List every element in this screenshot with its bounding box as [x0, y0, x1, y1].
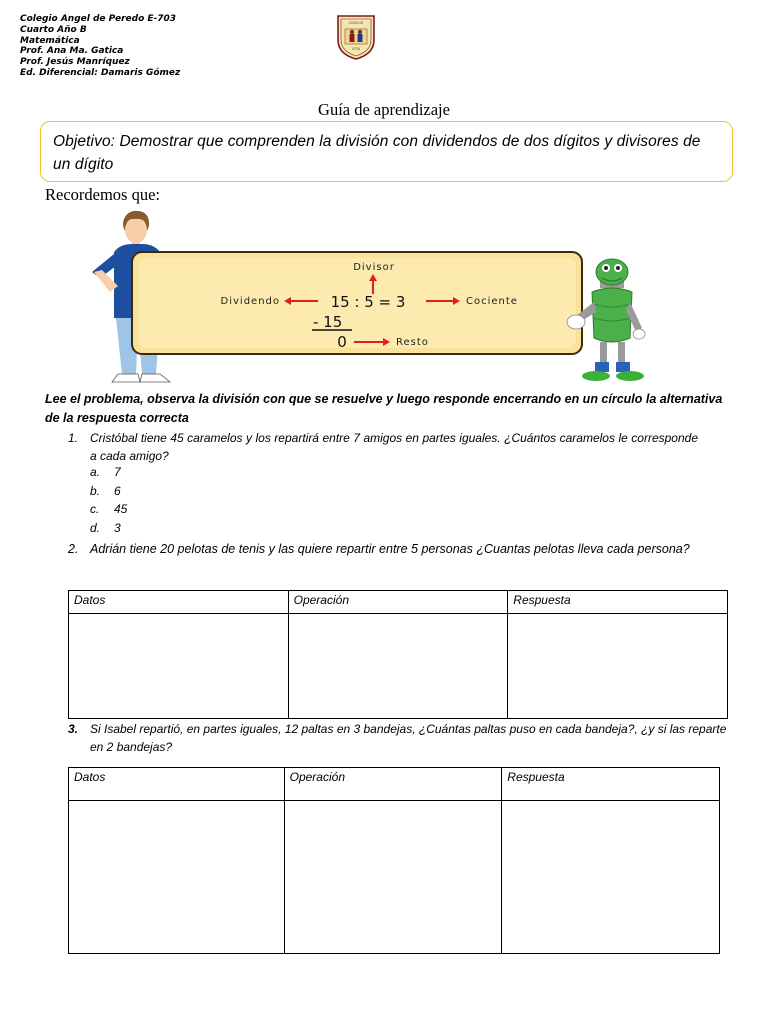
option-letter: d.: [90, 521, 101, 535]
subject: Matemática: [20, 35, 80, 46]
header-datos: Datos: [69, 591, 289, 614]
operacion-cell[interactable]: [288, 614, 508, 719]
question-text: Adrián tiene 20 pelotas de tenis y las quiere repartir entre 5 personas ¿Cuantas pelotas lleva cada persona?: [90, 542, 690, 556]
divisor-label: Divisor: [353, 262, 395, 273]
remainder-label: Resto: [396, 337, 429, 348]
option-value: 3: [114, 521, 121, 535]
instruction-text: Lee el problema, observa la división con que se resuelve y luego responde encerrando en un círculo la alternativa de la respuesta correcta: [45, 392, 723, 425]
division-illustration: [80, 206, 660, 388]
quotient-label: Cociente: [466, 296, 518, 307]
header-operacion: Operación: [288, 591, 508, 614]
special-ed-teacher: Ed. Diferencial: Damaris Gómez: [20, 67, 181, 78]
school-info: [20, 14, 180, 79]
dividend-label: Dividendo: [220, 296, 280, 307]
school-name: Colegio Angel de Peredo E-703: [20, 14, 177, 24]
question-number: 2.: [68, 542, 79, 556]
datos-cell[interactable]: [69, 801, 285, 954]
option-value: 6: [114, 484, 121, 498]
question-3: [68, 720, 728, 756]
option-a[interactable]: [90, 465, 121, 479]
page-title: Guía de aprendizaje: [318, 100, 450, 119]
subtraction: - 15: [313, 313, 343, 331]
header-respuesta: Respuesta: [502, 768, 720, 801]
question-number: 1.: [68, 431, 79, 445]
header-respuesta: Respuesta: [508, 591, 728, 614]
question-2: [68, 539, 722, 559]
option-value: 45: [114, 502, 128, 516]
division-equation: 15 : 5 = 3: [330, 293, 406, 311]
objective-text: Objetivo: Demostrar que comprenden la división con dividendos de dos dígitos y divisores de un dígito: [53, 133, 701, 173]
course: Cuarto Año B: [20, 24, 87, 35]
option-value: 7: [114, 465, 121, 479]
option-letter: c.: [90, 502, 100, 516]
question-number: 3.: [68, 722, 79, 736]
option-letter: b.: [90, 484, 101, 498]
respuesta-cell[interactable]: [508, 614, 728, 719]
datos-cell[interactable]: [69, 614, 289, 719]
answer-table-3: [68, 767, 720, 954]
option-letter: a.: [90, 465, 101, 479]
question-text: Si Isabel repartió, en partes iguales, 12 paltas en 3 bandejas, ¿Cuántas paltas puso en cada bandeja?, ¿y si las reparte en 2 bandejas?: [90, 722, 727, 754]
logo-text-top: COLEGIO: [348, 21, 364, 25]
objective-box: [40, 121, 733, 182]
teacher-1: Prof. Ana Ma. Gatica: [20, 46, 124, 57]
question-1: [68, 429, 698, 465]
logo-text-bottom: LOTA: [351, 47, 361, 51]
header-operacion: Operación: [284, 768, 502, 801]
question-text: Cristóbal tiene 45 caramelos y los repartirá entre 7 amigos en partes iguales. ¿Cuántos caramelos le corresponde a cada amigo?: [90, 431, 698, 463]
option-d[interactable]: [90, 521, 121, 535]
recordemos-heading: Recordemos que:: [45, 185, 161, 204]
school-logo: [336, 14, 376, 60]
option-b[interactable]: [90, 484, 121, 498]
teacher-2: Prof. Jesús Manríquez: [20, 57, 130, 68]
header-datos: Datos: [69, 768, 285, 801]
remainder-value: 0: [337, 333, 347, 351]
option-c[interactable]: [90, 502, 127, 516]
answer-table-2: [68, 590, 728, 719]
operacion-cell[interactable]: [284, 801, 502, 954]
respuesta-cell[interactable]: [502, 801, 720, 954]
